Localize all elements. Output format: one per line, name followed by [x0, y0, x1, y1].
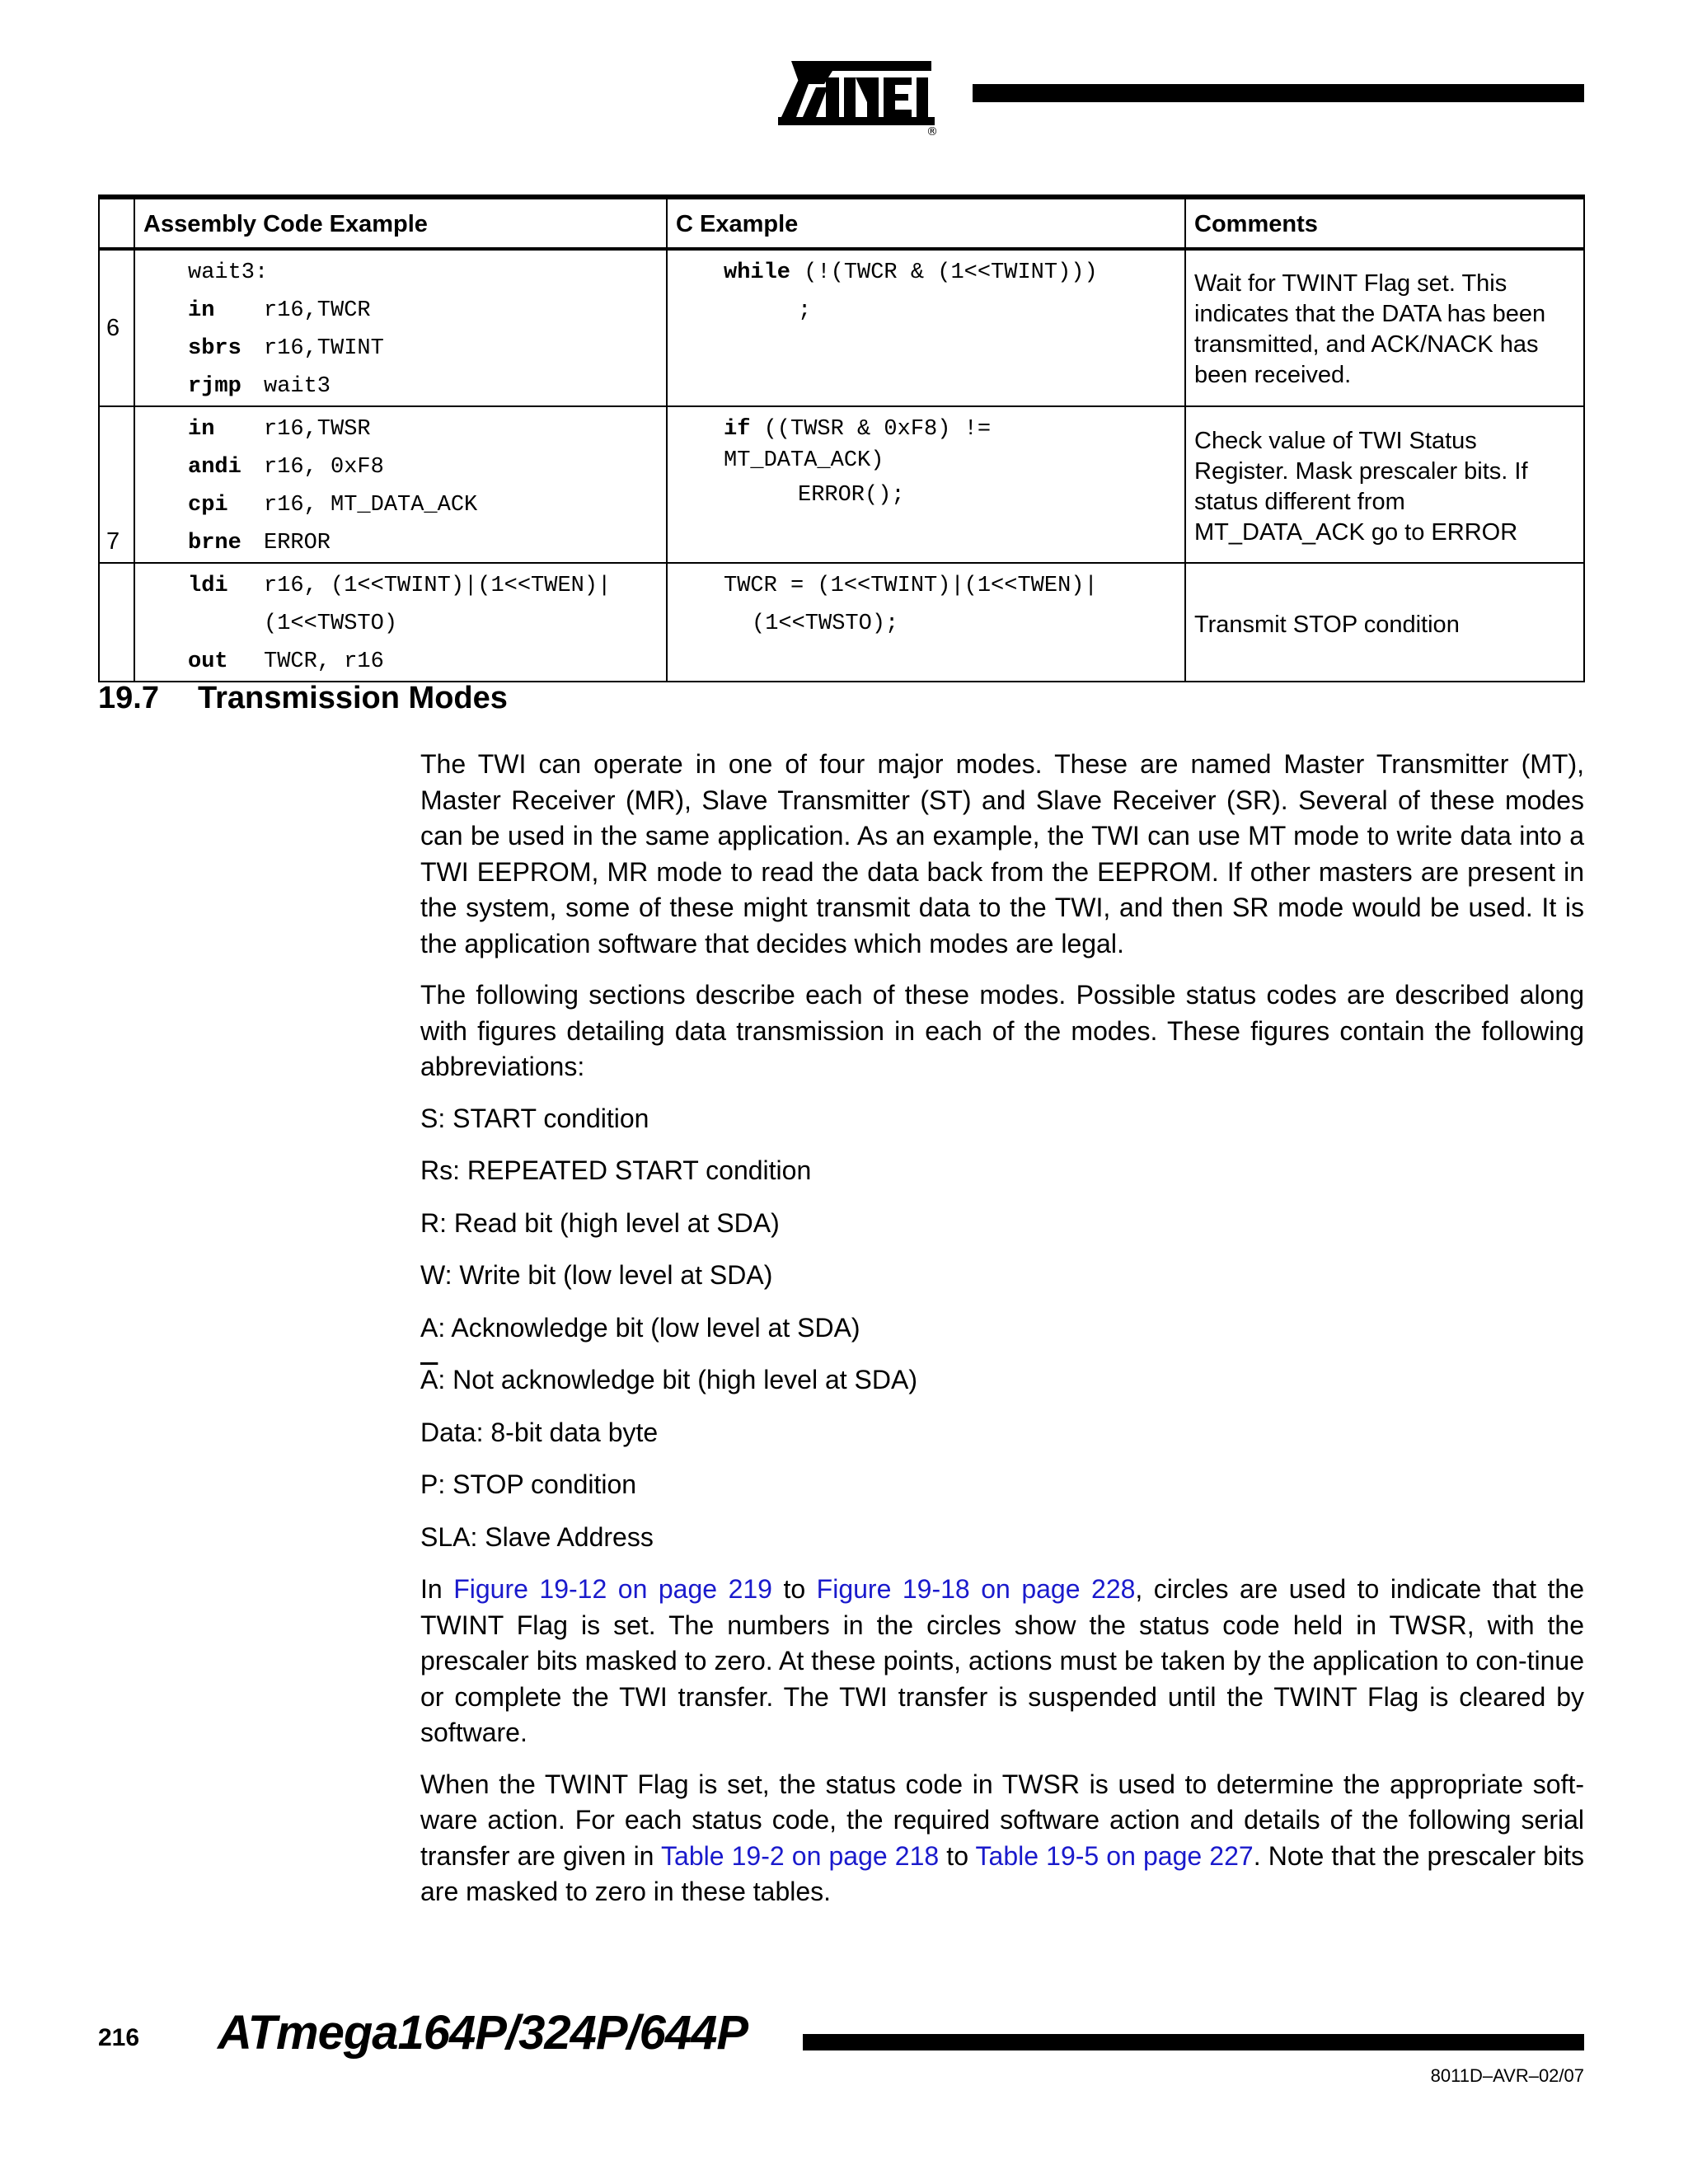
abbreviation-item: Rs: REPEATED START condition	[420, 1155, 812, 1185]
header-cell-empty	[99, 197, 134, 249]
c-example-cell	[667, 563, 1185, 682]
product-title: ATmega164P/324P/644P	[218, 2006, 748, 2060]
abbreviation-item: P: STOP condition	[420, 1469, 637, 1499]
atmel-logo	[775, 53, 940, 135]
c-line: ;	[798, 298, 812, 323]
c-line: ERROR();	[798, 483, 905, 508]
table-header-row	[99, 197, 1584, 249]
assembly-cell	[134, 249, 667, 406]
asm-opcode: brne	[188, 531, 241, 555]
text: . Note that the prescaler bits are masked to zero in these tables.	[420, 1840, 1585, 1906]
code-example-table	[98, 194, 1585, 682]
abbreviation-item: Data: 8-bit data byte	[420, 1417, 659, 1447]
asm-operand: r16,TWCR	[264, 298, 371, 323]
assembly-cell	[134, 406, 667, 563]
asm-opcode: rjmp	[188, 374, 241, 399]
header-assembly: Assembly Code Example	[134, 197, 667, 249]
asm-line	[135, 254, 666, 292]
row-number-empty	[99, 563, 134, 682]
text: , circles are used to indicate that the TWINT Flag is set. The numbers in the circles show the status code held in TWSR, with the prescaler bits masked to zero. At these points, actions must be taken by the application to con-tinue or complete the TWI transfer. The TWI transfer is suspended until the TWINT Flag is cleared by software.	[420, 1574, 1585, 1747]
abbreviation-item: R: Read bit (high level at SDA)	[420, 1207, 780, 1238]
table-link[interactable]: Table 19-2 on page 218	[661, 1840, 940, 1871]
asm-line	[135, 605, 666, 643]
svg-text:®: ®	[926, 125, 938, 135]
c-line	[668, 254, 1184, 292]
asm-line	[135, 643, 666, 681]
asm-line	[135, 448, 666, 486]
asm-opcode: out	[188, 649, 228, 674]
paragraph	[420, 1767, 1584, 1910]
comment-cell: Transmit STOP condition	[1185, 563, 1584, 682]
section-body	[420, 747, 1584, 1926]
nack-description: : Not acknowledge bit (high level at SDA)	[438, 1365, 917, 1394]
section-heading	[98, 681, 508, 716]
figure-link[interactable]: Figure 19-18 on page 228	[816, 1574, 1136, 1604]
asm-opcode: ldi	[188, 574, 228, 598]
table-row	[99, 406, 1584, 563]
abbreviation-item	[420, 1362, 1584, 1399]
asm-line	[135, 567, 666, 605]
header-comments: Comments	[1185, 197, 1584, 249]
text: to	[939, 1840, 976, 1871]
header-rule	[973, 84, 1584, 102]
section-number: 19.7	[98, 681, 159, 715]
c-example-cell	[667, 406, 1185, 563]
c-code: (!(TWCR & (1<<TWINT)))	[790, 260, 1098, 285]
row-number: 6	[99, 249, 134, 406]
asm-operand: r16, MT_DATA_ACK	[264, 493, 478, 518]
asm-opcode: in	[188, 417, 215, 442]
c-line: TWCR = (1<<TWINT)|(1<<TWEN)|	[724, 574, 1098, 598]
asm-line	[135, 486, 666, 524]
asm-line	[135, 330, 666, 368]
c-keyword: while	[724, 260, 791, 285]
asm-opcode: andi	[188, 455, 241, 480]
c-example-cell	[667, 249, 1185, 406]
row-number: 7	[99, 406, 134, 563]
asm-opcode: sbrs	[188, 336, 241, 361]
asm-line	[135, 410, 666, 448]
asm-operand: r16,TWINT	[264, 336, 384, 361]
abbreviation-item: W: Write bit (low level at SDA)	[420, 1260, 773, 1290]
abbreviation-item: SLA: Slave Address	[420, 1521, 654, 1552]
c-code: ((TWSR & 0xF8) !=	[750, 417, 992, 442]
table-row	[99, 563, 1584, 682]
asm-operand: wait3	[264, 374, 331, 399]
text: to	[771, 1574, 817, 1604]
document-code: 8011D–AVR–02/07	[1430, 2065, 1584, 2086]
paragraph	[420, 1572, 1584, 1751]
asm-line	[135, 524, 666, 562]
abbreviation-item: A: Acknowledge bit (low level at SDA)	[420, 1312, 860, 1343]
asm-line	[135, 368, 666, 405]
table-row	[99, 249, 1584, 406]
text: In	[420, 1574, 454, 1604]
asm-operand: TWCR, r16	[264, 649, 384, 674]
asm-operand: (1<<TWSTO)	[264, 612, 398, 636]
asm-label: wait3:	[188, 260, 269, 285]
assembly-cell	[134, 563, 667, 682]
page-number: 216	[98, 2024, 140, 2051]
asm-operand: r16, (1<<TWINT)|(1<<TWEN)|	[264, 574, 612, 598]
nack-letter: $\overline{A}$	[420, 1365, 438, 1394]
header-c-example: C Example	[667, 197, 1185, 249]
footer-rule	[803, 2034, 1584, 2050]
c-line: (1<<TWSTO);	[752, 612, 899, 636]
text: When the TWINT Flag is set, the status code in TWSR is used to determine the appropriate soft-ware action. For each status code, the required software action and details of the following serial transfer are given in	[420, 1769, 1584, 1871]
section-title: Transmission Modes	[198, 681, 508, 715]
c-line	[668, 410, 1184, 445]
abbreviation-item: S: START condition	[420, 1103, 649, 1133]
c-keyword: if	[724, 417, 751, 442]
asm-operand: r16,TWSR	[264, 417, 371, 442]
c-line: MT_DATA_ACK)	[724, 448, 884, 473]
asm-operand: ERROR	[264, 531, 331, 555]
comment-cell: Wait for TWINT Flag set. This indicates that the DATA has been transmitted, and ACK/NACK has been received.	[1185, 249, 1584, 406]
asm-opcode: in	[188, 298, 215, 323]
table-link[interactable]: Table 19-5 on page 227	[975, 1840, 1254, 1871]
asm-opcode: cpi	[188, 493, 228, 518]
asm-operand: r16, 0xF8	[264, 455, 384, 480]
comment-cell: Check value of TWI Status Register. Mask prescaler bits. If status different from MT_DATA_ACK go to ERROR	[1185, 406, 1584, 563]
paragraph: The following sections describe each of these modes. Possible status codes are described along with figures detailing data transmission in each of the modes. These figures contain the following abbreviations:	[420, 980, 1584, 1081]
paragraph: The TWI can operate in one of four major modes. These are named Master Transmitter (MT), Master Receiver (MR), Slave Transmitter (ST) and Slave Receiver (SR). Several of these modes can be used in the same application. As an example, the TWI can use MT mode to write data into a TWI EEPROM, MR mode to read the data back from the EEPROM. If other masters are present in the system, some of these might transmit data to the TWI, and then SR mode would be used. It is the application software that decides which modes are legal.	[420, 749, 1584, 958]
figure-link[interactable]: Figure 19-12 on page 219	[453, 1574, 772, 1604]
asm-line	[135, 292, 666, 330]
